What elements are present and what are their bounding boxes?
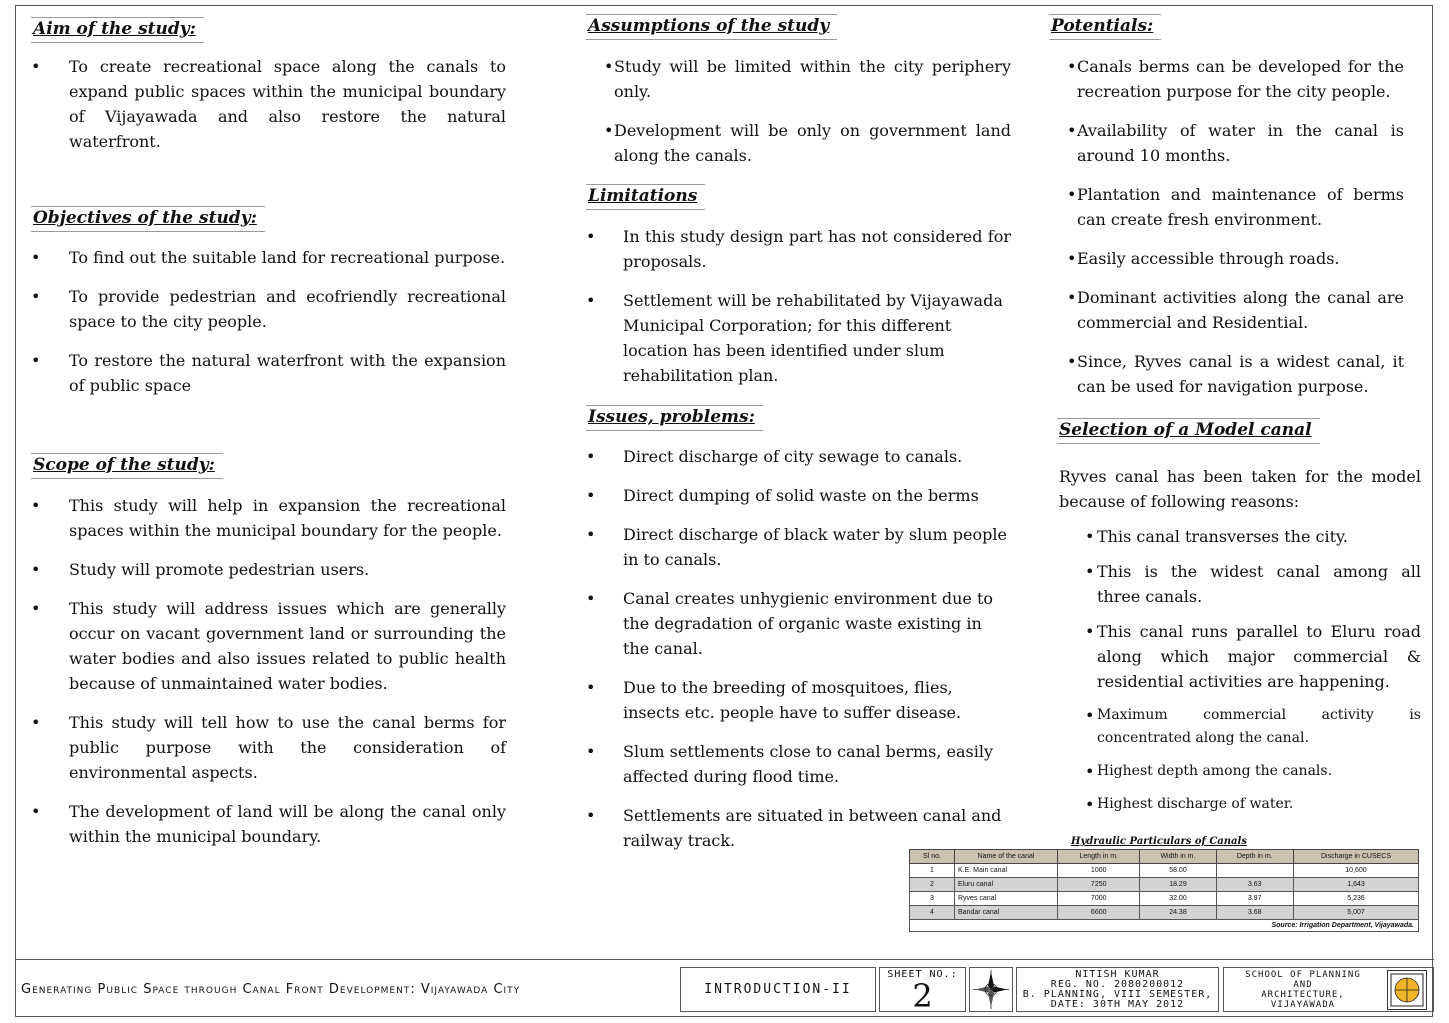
list-item: • Direct discharge of city sewage to canals. [586,444,1011,469]
school-line: VIJAYAWADA [1270,1000,1336,1010]
scope-heading: Scope of the study: [31,453,223,479]
table-header-row [910,850,1419,864]
list-item: • To create recreational space along the canals to expand public spaces within the municipal boundary of Vijayawada and also restore the natural waterfront. [31,54,506,154]
table-row [910,906,1419,920]
author-date: DATE: 30TH MAY 2012 [1050,999,1185,1010]
table-cell: 1,643 [1294,878,1419,892]
scope-list [31,493,506,849]
list-item: • Direct dumping of solid waste on the berms [586,483,1011,508]
compass-rose-icon [970,968,1012,1011]
objectives-heading: Objectives of the study: [31,206,265,232]
list-item: • Highest discharge of water. [1059,793,1421,816]
table-cell: 10,600 [1294,864,1419,878]
table-cell: 6600 [1058,906,1140,920]
list-item: • Settlement will be rehabilitated by Vijayawada Municipal Corporation; for this different location has been identified under slum rehabilitation plan. [586,288,1011,388]
author-reg: REG. NO. 2080200012 [1050,979,1185,990]
table-header: Depth in m. [1216,850,1294,864]
table-source: Source: Irrigation Department, Vijayawada. [909,920,1419,932]
project-title: Generating Public Space through Canal Front Development: Vijayawada City [21,982,521,997]
title-block [16,959,1434,1017]
potentials-list [1049,54,1404,399]
list-item: • Study will be limited within the city periphery only. [586,54,1011,104]
objectives-list [31,245,506,398]
table-cell: 58.00 [1140,864,1216,878]
potentials-heading: Potentials: [1049,14,1161,40]
school-emblem-icon [1387,970,1427,1010]
table-header: Discharge in CUSECS [1294,850,1419,864]
table-cell: 18.29 [1140,878,1216,892]
list-item: • Settlements are situated in between canal and railway track. [586,803,1011,853]
table-cell: 4 [910,906,955,920]
list-item: • To provide pedestrian and ecofriendly recreational space to the city people. [31,284,506,334]
table-cell: Eluru canal [955,878,1058,892]
assumptions-list [586,54,1011,168]
list-item: • Since, Ryves canal is a widest canal, it can be used for navigation purpose. [1049,349,1404,399]
list-item: • Study will promote pedestrian users. [31,557,506,582]
sheet-number-box [879,967,966,1015]
table-row [910,864,1419,878]
limitations-list [586,224,1011,388]
list-item: • Dominant activities along the canal are commercial and Residential. [1049,285,1404,335]
school-line: SCHOOL OF PLANNING [1245,970,1361,980]
table-cell: 3.97 [1216,892,1294,906]
list-item: • Canals berms can be developed for the recreation purpose for the city people. [1049,54,1404,104]
school-line: AND [1293,980,1313,990]
table-cell: 32.00 [1140,892,1216,906]
table-cell: 2 [910,878,955,892]
table-cell: 24.38 [1140,906,1216,920]
list-item: • This study will address issues which are generally occur on vacant government land or surrounding the water bodies and also issues related to public health because of unmaintained water bodies. [31,596,506,696]
table-header: Sl no. [910,850,955,864]
school-name [1228,970,1378,1010]
list-item: • The development of land will be along the canal only within the municipal boundary. [31,799,506,849]
list-item: • Easily accessible through roads. [1049,246,1404,271]
list-item: • Maximum commercial activity is concentrated along the canal. [1059,704,1421,750]
north-box [969,967,1013,1012]
author-course: B. PLANNING, VIII SEMESTER, [1022,989,1213,1000]
school-box [1223,967,1434,1012]
list-item: • This is the widest canal among all three canals. [1059,559,1421,609]
list-item: • In this study design part has not considered for proposals. [586,224,1011,274]
table-title: Hydraulic Particulars of Canals [1071,836,1247,847]
table-cell: 5,236 [1294,892,1419,906]
list-item: • Availability of water in the canal is around 10 months. [1049,118,1404,168]
author-name: NITISH KUMAR [1075,969,1160,980]
table-row [910,878,1419,892]
sheet-number: 2 [912,977,933,1015]
aim-heading: Aim of the study: [31,17,204,43]
table-cell: K.E. Main canal [955,864,1058,878]
hydraulic-table [909,849,1419,920]
school-line: ARCHITECTURE, [1261,990,1345,1000]
table-header: Width in m. [1140,850,1216,864]
table-cell: 3 [910,892,955,906]
list-item: • Highest depth among the canals. [1059,760,1421,783]
table-cell: 1000 [1058,864,1140,878]
issues-heading: Issues, problems: [586,405,763,431]
list-item: • Due to the breeding of mosquitoes, flies, insects etc. people have to suffer disease. [586,675,1011,725]
list-item: • Slum settlements close to canal berms, easily affected during flood time. [586,739,1011,789]
table-cell [1216,864,1294,878]
list-item: • This canal transverses the city. [1059,524,1421,549]
table-header: Name of the canal [955,850,1058,864]
list-item: • This canal runs parallel to Eluru road along which major commercial & residential activities are happening. [1059,619,1421,694]
author-box [1016,967,1219,1012]
table-cell: Bandar canal [955,906,1058,920]
list-item: • Canal creates unhygienic environment due to the degradation of organic waste existing in the canal. [586,586,1011,661]
table-header: Length in m. [1058,850,1140,864]
list-item: • To restore the natural waterfront with the expansion of public space [31,348,506,398]
selection-list [1059,524,1421,816]
table-cell: 7250 [1058,878,1140,892]
table-cell: 5,007 [1294,906,1419,920]
table-cell: Ryves canal [955,892,1058,906]
sheet-label: SHEET NO.: [887,969,958,980]
list-item: • Development will be only on government land along the canals. [586,118,1011,168]
section-title: INTRODUCTION-II [680,967,876,1012]
table-cell: 7000 [1058,892,1140,906]
drawing-sheet [15,5,1433,1017]
table-cell: 3.68 [1216,906,1294,920]
table-cell: 1 [910,864,955,878]
selection-intro: Ryves canal has been taken for the model because of following reasons: [1059,467,1421,511]
selection-heading: Selection of a Model canal [1057,418,1320,444]
limitations-heading: Limitations [586,184,705,210]
list-item: • Plantation and maintenance of berms can create fresh environment. [1049,182,1404,232]
aim-list [31,54,506,154]
list-item: • This study will help in expansion the recreational spaces within the municipal boundary for the people. [31,493,506,543]
list-item: • To find out the suitable land for recreational purpose. [31,245,506,270]
table-cell: 3.63 [1216,878,1294,892]
list-item: • Direct discharge of black water by slum people in to canals. [586,522,1011,572]
assumptions-heading: Assumptions of the study [586,14,837,40]
table-row [910,892,1419,906]
list-item: • This study will tell how to use the canal berms for public purpose with the consideration of environmental aspects. [31,710,506,785]
hydraulic-table-block [909,836,1419,932]
issues-list [586,444,1011,853]
